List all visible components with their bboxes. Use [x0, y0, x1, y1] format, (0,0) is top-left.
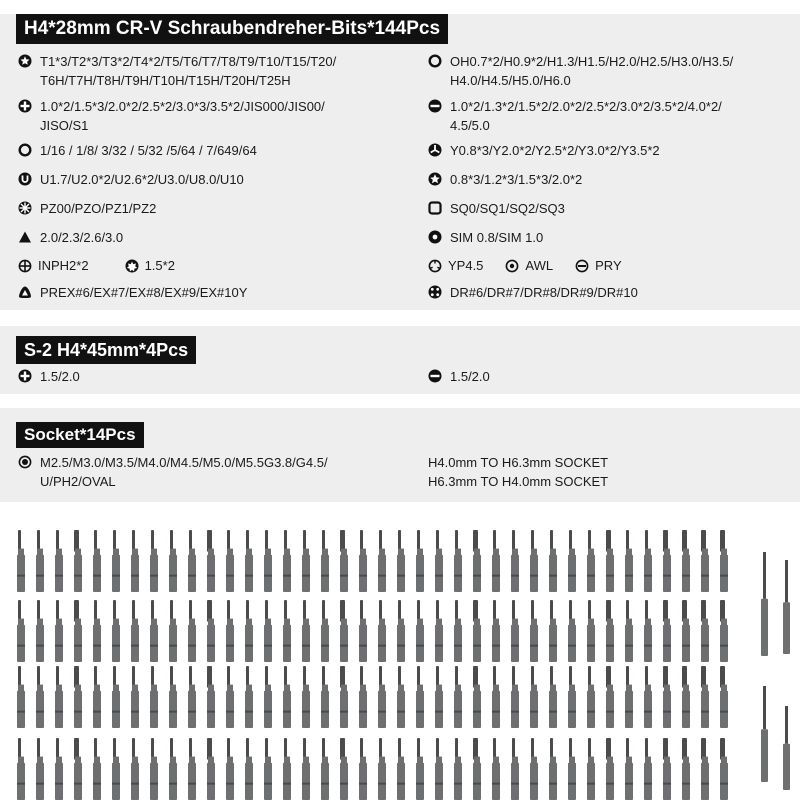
bit-icon	[511, 738, 519, 800]
phillips-icon	[18, 369, 32, 383]
spec-row	[18, 199, 156, 218]
bit-icon	[112, 738, 120, 800]
spec-row	[18, 283, 247, 302]
bit-icon	[397, 530, 405, 592]
spec-row	[428, 453, 608, 491]
ring-icon	[18, 143, 32, 157]
bit-icon	[302, 738, 310, 800]
spec-item	[575, 256, 622, 275]
bit-icon	[226, 666, 234, 728]
bit-icon	[207, 738, 215, 800]
spec-row	[18, 52, 336, 90]
bit-icon	[264, 600, 272, 662]
spec-text: M2.5/M3.0/M3.5/M4.0/M4.5/M5.0/M5.5G3.8/G4.5/ U/PH2/OVAL	[40, 455, 328, 489]
bit-icon	[188, 738, 196, 800]
bit-icon	[359, 530, 367, 592]
bit-icon	[340, 738, 348, 800]
section-title-sockets: Socket*14Pcs	[16, 422, 144, 448]
bit-icon	[606, 738, 614, 800]
section-title-45mm: S-2 H4*45mm*4Pcs	[16, 336, 196, 364]
bit-icon	[55, 600, 63, 662]
bit-icon	[131, 738, 139, 800]
bit-icon	[663, 738, 671, 800]
long-bit-icon	[783, 706, 790, 790]
bit-icon	[169, 666, 177, 728]
bit-icon	[17, 738, 25, 800]
bit-icon	[188, 666, 196, 728]
bit-icon	[644, 530, 652, 592]
spec-text: DR#6/DR#7/DR#8/DR#9/DR#10	[450, 285, 638, 300]
bit-icon	[644, 738, 652, 800]
bit-icon	[625, 666, 633, 728]
bit-icon	[720, 666, 728, 728]
bit-icon	[511, 530, 519, 592]
bit-icon	[701, 666, 709, 728]
bit-icon	[416, 600, 424, 662]
spec-text: PRY	[595, 258, 622, 273]
bit-icon	[416, 666, 424, 728]
long-bit-icon	[761, 552, 768, 656]
spec-row	[428, 367, 490, 386]
bit-icon	[321, 600, 329, 662]
bit-icon	[625, 530, 633, 592]
bit-icon	[682, 530, 690, 592]
bit-icon	[245, 530, 253, 592]
square-icon	[428, 201, 442, 215]
bit-icon	[340, 666, 348, 728]
spec-text: 0.8*3/1.2*3/1.5*3/2.0*2	[450, 172, 583, 187]
bit-icon	[169, 600, 177, 662]
spec-text: INPH2*2	[38, 258, 89, 273]
bit-icon	[150, 600, 158, 662]
bit-icon	[606, 530, 614, 592]
spec-item	[125, 256, 175, 275]
torx-icon	[18, 54, 32, 68]
spec-text: 1.0*2/1.3*2/1.5*2/2.0*2/2.5*2/3.0*2/3.5*2/4.0*2/ 4.5/5.0	[450, 99, 722, 133]
bit-icon	[131, 600, 139, 662]
bit-icon	[644, 600, 652, 662]
section-title-28mm: H4*28mm CR-V Schraubendreher-Bits*144Pcs	[16, 14, 448, 44]
bit-icon	[264, 738, 272, 800]
spec-row	[428, 52, 733, 90]
bit-icon	[74, 738, 82, 800]
bit-icon	[606, 666, 614, 728]
bit-icon	[568, 600, 576, 662]
slotted-icon	[428, 99, 442, 113]
spec-text: AWL	[525, 258, 554, 273]
bit-icon	[530, 666, 538, 728]
spec-text: 2.0/2.3/2.6/3.0	[40, 230, 124, 245]
bit-icon	[150, 738, 158, 800]
bit-icon	[606, 600, 614, 662]
spec-row-triple	[428, 256, 638, 275]
bit-icon	[378, 738, 386, 800]
bit-icon	[112, 600, 120, 662]
bit-icon	[150, 666, 158, 728]
bit-icon	[93, 530, 101, 592]
pozidriv-icon	[18, 201, 32, 215]
spec-row-pair	[18, 256, 191, 275]
bit-icon	[283, 530, 291, 592]
spec-text: PZ00/PZO/PZ1/PZ2	[40, 201, 157, 216]
spec-row	[18, 367, 80, 386]
bit-icon	[169, 530, 177, 592]
bit-icon	[93, 666, 101, 728]
bit-icon	[283, 666, 291, 728]
spec-row	[428, 228, 543, 247]
spec-text: OH0.7*2/H0.9*2/H1.3/H1.5/H2.0/H2.5/H3.0/H3.5/ H4.0/H4.5/H5.0/H6.0	[450, 54, 734, 88]
spec-row	[428, 97, 722, 135]
bit-icon	[397, 666, 405, 728]
bit-icon	[416, 530, 424, 592]
bit-icon	[264, 530, 272, 592]
bit-icon	[321, 530, 329, 592]
awl-icon	[505, 259, 519, 273]
spec-text: T1*3/T2*3/T3*2/T4*2/T5/T6/T7/T8/T9/T10/T15/T20/ T6H/T7H/T8H/T9H/T10H/T15H/T20H/T25H	[40, 54, 337, 88]
triangle-icon	[18, 230, 32, 244]
bit-icon	[701, 530, 709, 592]
bit-icon	[17, 530, 25, 592]
bit-icon	[112, 666, 120, 728]
bit-icon	[340, 530, 348, 592]
spec-item	[505, 256, 553, 275]
bit-icon	[321, 738, 329, 800]
bit-icon	[359, 666, 367, 728]
spec-item	[18, 256, 89, 275]
spec-text: 1/16 / 1/8/ 3/32 / 5/32 /5/64 / 7/649/64	[40, 143, 257, 158]
spec-text: Y0.8*3/Y2.0*2/Y2.5*2/Y3.0*2/Y3.5*2	[450, 143, 660, 158]
slotted-icon	[428, 369, 442, 383]
bit-icon	[511, 666, 519, 728]
spec-text: 1.5/2.0	[450, 369, 490, 384]
bit-icon	[359, 738, 367, 800]
bit-icon	[302, 530, 310, 592]
spec-row	[18, 453, 328, 491]
rounded-triangle-icon	[18, 285, 32, 299]
long-bit-icon	[761, 686, 768, 782]
sim-icon	[428, 230, 442, 244]
bit-icon	[378, 600, 386, 662]
bit-icon	[473, 600, 481, 662]
tri-wing-icon	[428, 143, 442, 157]
bit-icon	[492, 530, 500, 592]
bit-icon	[492, 666, 500, 728]
spec-text: SIM 0.8/SIM 1.0	[450, 230, 544, 245]
bit-icon	[55, 666, 63, 728]
bit-icon	[302, 600, 310, 662]
bit-icon	[36, 530, 44, 592]
bit-icon	[17, 600, 25, 662]
bit-icon	[663, 666, 671, 728]
spec-row	[428, 199, 565, 218]
spec-row	[18, 141, 257, 160]
bit-icon	[473, 530, 481, 592]
bit-icon	[454, 666, 462, 728]
bit-icon	[454, 530, 462, 592]
bit-icon	[226, 530, 234, 592]
spec-text: YP4.5	[448, 258, 484, 273]
bit-icon	[701, 600, 709, 662]
bit-icon	[568, 666, 576, 728]
bit-icon	[473, 666, 481, 728]
bit-icon	[207, 530, 215, 592]
bit-icon	[682, 666, 690, 728]
bit-icon	[17, 666, 25, 728]
torx-plus-icon	[125, 259, 139, 273]
bit-icon	[245, 600, 253, 662]
pentalobe-icon	[428, 172, 442, 186]
bit-icon	[188, 530, 196, 592]
bit-icon	[682, 600, 690, 662]
spec-item	[428, 256, 483, 275]
bit-icon	[169, 738, 177, 800]
crosshair-icon	[18, 259, 32, 273]
yp-icon	[428, 259, 442, 273]
bit-icon	[74, 666, 82, 728]
bit-icon	[549, 600, 557, 662]
spec-text: U1.7/U2.0*2/U2.6*2/U3.0/U8.0/U10	[40, 172, 244, 187]
bit-icon	[397, 738, 405, 800]
bit-icon	[435, 530, 443, 592]
bit-icon	[568, 738, 576, 800]
bit-icon	[245, 738, 253, 800]
spec-text: PREX#6/EX#7/EX#8/EX#9/EX#10Y	[40, 285, 248, 300]
bit-icon	[302, 666, 310, 728]
bit-icon	[625, 600, 633, 662]
bit-icon	[720, 738, 728, 800]
bit-icon	[587, 666, 595, 728]
bit-icon	[131, 530, 139, 592]
bit-icon	[207, 666, 215, 728]
bit-icon	[226, 738, 234, 800]
bit-icon	[682, 738, 690, 800]
bit-icon	[625, 738, 633, 800]
bit-icon	[93, 600, 101, 662]
bit-icon	[549, 666, 557, 728]
spec-text: SQ0/SQ1/SQ2/SQ3	[450, 201, 565, 216]
phillips-icon	[18, 99, 32, 113]
bit-icon	[587, 600, 595, 662]
spec-row	[428, 141, 660, 160]
bit-icon	[663, 530, 671, 592]
bit-icon	[644, 666, 652, 728]
bit-icon	[264, 666, 272, 728]
bit-icon	[36, 600, 44, 662]
spec-row	[428, 283, 638, 302]
bit-icon	[720, 600, 728, 662]
spec-row	[18, 228, 123, 247]
bit-icon	[587, 530, 595, 592]
bit-icon	[435, 666, 443, 728]
dr-icon	[428, 285, 442, 299]
bit-icon	[245, 666, 253, 728]
pry-icon	[575, 259, 589, 273]
bit-icon	[55, 530, 63, 592]
bit-icon	[473, 738, 481, 800]
bit-icon	[511, 600, 519, 662]
spec-row	[428, 170, 582, 189]
bit-icon	[36, 738, 44, 800]
bit-icon	[93, 738, 101, 800]
bit-icon	[283, 600, 291, 662]
bit-icon	[435, 738, 443, 800]
bit-icon	[55, 738, 63, 800]
u-bit-icon	[18, 172, 32, 186]
bit-icon	[587, 738, 595, 800]
bit-icon	[397, 600, 405, 662]
socket-icon	[18, 455, 32, 469]
bit-icon	[188, 600, 196, 662]
bit-icon	[530, 600, 538, 662]
bit-icon	[701, 738, 709, 800]
bit-icon	[530, 530, 538, 592]
bit-icon	[435, 600, 443, 662]
bit-icon	[378, 530, 386, 592]
bit-icon	[321, 666, 329, 728]
bit-icon	[568, 530, 576, 592]
spec-row	[18, 170, 244, 189]
spec-text: H4.0mm TO H6.3mm SOCKET H6.3mm TO H4.0mm SOCKET	[428, 455, 609, 489]
long-bit-icon	[783, 560, 790, 654]
bit-icon	[74, 530, 82, 592]
bit-icon	[283, 738, 291, 800]
bit-icon	[207, 600, 215, 662]
ring-icon	[428, 54, 442, 68]
bit-icon	[74, 600, 82, 662]
bits-illustration	[0, 516, 800, 800]
bit-icon	[378, 666, 386, 728]
bit-icon	[549, 738, 557, 800]
bit-icon	[492, 738, 500, 800]
bit-icon	[359, 600, 367, 662]
spec-text: 1.0*2/1.5*3/2.0*2/2.5*2/3.0*3/3.5*2/JIS000/JIS00/ JISO/S1	[40, 99, 325, 133]
bit-icon	[454, 600, 462, 662]
spec-text: 1.5/2.0	[40, 369, 80, 384]
bit-icon	[454, 738, 462, 800]
bit-icon	[340, 600, 348, 662]
bit-icon	[530, 738, 538, 800]
bit-icon	[492, 600, 500, 662]
spec-row	[18, 97, 325, 135]
bit-icon	[226, 600, 234, 662]
bit-icon	[36, 666, 44, 728]
bit-icon	[150, 530, 158, 592]
bit-icon	[416, 738, 424, 800]
spec-text: 1.5*2	[144, 258, 175, 273]
bit-icon	[112, 530, 120, 592]
bit-icon	[131, 666, 139, 728]
bit-icon	[549, 530, 557, 592]
bit-icon	[720, 530, 728, 592]
bit-icon	[663, 600, 671, 662]
